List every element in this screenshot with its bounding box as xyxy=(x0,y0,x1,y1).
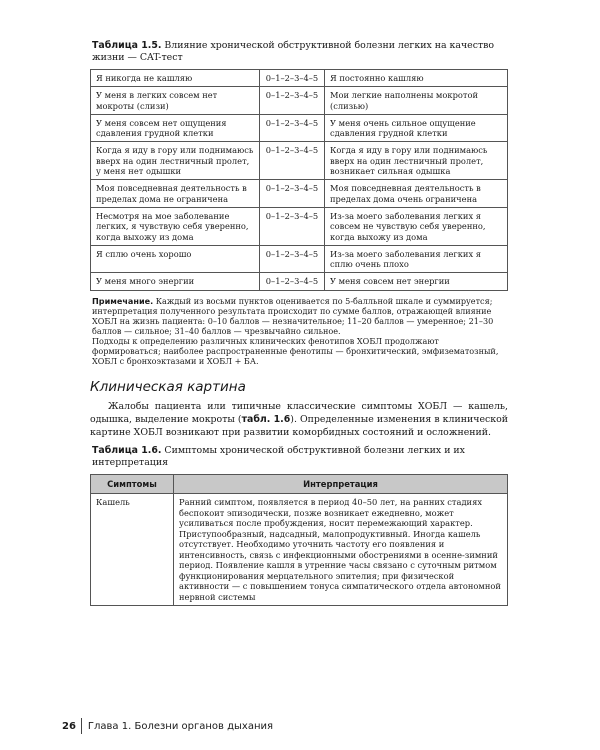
table-row xyxy=(91,70,508,87)
table-1-6-caption xyxy=(92,445,508,469)
cat-right-cell: Из-за моего заболевания легких я сплю очень плохо xyxy=(325,245,508,273)
cat-scale-cell: 0–1–2–3–4–5 xyxy=(260,87,325,115)
cat-left-cell: Я сплю очень хорошо xyxy=(91,245,260,273)
footer-divider xyxy=(81,718,82,734)
cat-scale-cell: 0–1–2–3–4–5 xyxy=(260,180,325,208)
cat-right-cell: Из-за моего заболевания легких я совсем не чувствую себя уверенно, когда выхожу из дома xyxy=(325,207,508,245)
table-1-6-label: Таблица 1.6. xyxy=(92,445,162,457)
table-1-5-label: Таблица 1.5. xyxy=(92,40,162,51)
table-row xyxy=(91,273,508,290)
page-number: 26 xyxy=(62,720,76,732)
section-paragraph xyxy=(90,401,508,439)
table-1-5-title: Влияние хронической обструктивной болезни легких на качество жизни — CAT-тест xyxy=(92,40,495,63)
cat-right-cell: У меня очень сильное ощущение сдавления грудной клетки xyxy=(325,114,508,142)
table-row xyxy=(91,114,508,142)
cat-scale-cell: 0–1–2–3–4–5 xyxy=(260,273,325,290)
cat-left-cell: Я никогда не кашляю xyxy=(91,70,260,87)
table-row xyxy=(91,180,508,208)
table-row xyxy=(91,142,508,180)
cat-right-cell: Моя повседневная деятельность в пределах дома очень ограничена xyxy=(325,180,508,208)
table-row xyxy=(91,494,508,606)
cat-left-cell: Когда я иду в гору или поднимаюсь вверх на один лестничный пролет, у меня нет одышки xyxy=(91,142,260,180)
cat-test-table xyxy=(90,69,508,291)
note-text-1: Каждый из восьми пунктов оценивается по 5-балльной шкале и суммируется; интерпретация полученного результата происходит по сумме баллов, отражающей влияние ХОБЛ на жизнь пациента: 0–10 баллов — незначительное; 11–20 баллов — умеренное; 21–30 баллов — сильное; 31–40 баллов — чрезвычайно сильное. xyxy=(92,295,494,337)
note-label: Примечание. xyxy=(92,295,154,306)
paragraph-text-a: Жалобы пациента или типичные классические симптомы ХОБЛ — кашель, одышка, выделение мокроты ( xyxy=(90,401,508,425)
chapter-title: Глава 1. Болезни органов дыхания xyxy=(87,720,273,732)
symptom-cell: Кашель xyxy=(91,494,174,606)
page-content xyxy=(90,40,508,606)
cat-left-cell: У меня совсем нет ощущения сдавления грудной клетки xyxy=(91,114,260,142)
table-1-6-title: Симптомы хронической обструктивной болезни легких и их интерпретация xyxy=(92,445,465,469)
cat-left-cell: У меня в легких совсем нет мокроты (слизи) xyxy=(91,87,260,115)
page-footer xyxy=(62,718,273,734)
cat-scale-cell: 0–1–2–3–4–5 xyxy=(260,245,325,273)
cat-right-cell: У меня совсем нет энергии xyxy=(325,273,508,290)
cat-right-cell: Я постоянно кашляю xyxy=(325,70,508,87)
cat-right-cell: Когда я иду в гору или поднимаюсь вверх на один лестничный пролет, возникает сильная одышка xyxy=(325,142,508,180)
symptoms-table xyxy=(90,474,508,606)
cat-scale-cell: 0–1–2–3–4–5 xyxy=(260,207,325,245)
header-symptoms: Симптомы xyxy=(91,475,174,494)
note-text-2: Подходы к определению различных клинических фенотипов ХОБЛ продолжают формироваться; наиболее распространенные фенотипы — бронхитический, эмфизематозный, ХОБЛ с бронхоэктазами и ХОБЛ + БА. xyxy=(92,336,499,367)
cat-right-cell: Мои легкие наполнены мокротой (слизью) xyxy=(325,87,508,115)
cat-scale-cell: 0–1–2–3–4–5 xyxy=(260,114,325,142)
cat-left-cell: У меня много энергии xyxy=(91,273,260,290)
table-note xyxy=(92,296,508,367)
cat-scale-cell: 0–1–2–3–4–5 xyxy=(260,142,325,180)
table-row xyxy=(91,245,508,273)
header-interpretation: Интерпретация xyxy=(174,475,508,494)
table-reference-link: табл. 1.6 xyxy=(241,414,291,425)
paragraph-text-b: ). Определенные изменения в клинической картине ХОБЛ возникают при развитии коморбидных состояний и осложнений. xyxy=(90,414,508,438)
interpretation-cell: Ранний симптом, появляется в период 40–50 лет, на ранних стадиях беспокоит эпизодически, позже возникает ежедневно, может усиливаться после пробуждения, носит перемежающий характер. Приступообразный, надсадный, малопродуктивный. Иногда кашель отсутствует. Необходимо уточнить частоту его появления и интенсивность, связь с инфекционными обострениями в осенне-зимний период. Появление кашля в утренние часы связано с суточным ритмом функционирования мерцательного эпителия; при физической активности — с повышением тонуса симпатического отдела автономной нервной системы xyxy=(174,494,508,606)
cat-left-cell: Моя повседневная деятельность в пределах дома не ограничена xyxy=(91,180,260,208)
section-heading: Клиническая картина xyxy=(90,379,246,396)
cat-left-cell: Несмотря на мое заболевание легких, я чувствую себя уверенно, когда выхожу из дома xyxy=(91,207,260,245)
table-row xyxy=(91,207,508,245)
table-row xyxy=(91,87,508,115)
table-1-5-caption xyxy=(92,40,508,64)
cat-scale-cell: 0–1–2–3–4–5 xyxy=(260,70,325,87)
